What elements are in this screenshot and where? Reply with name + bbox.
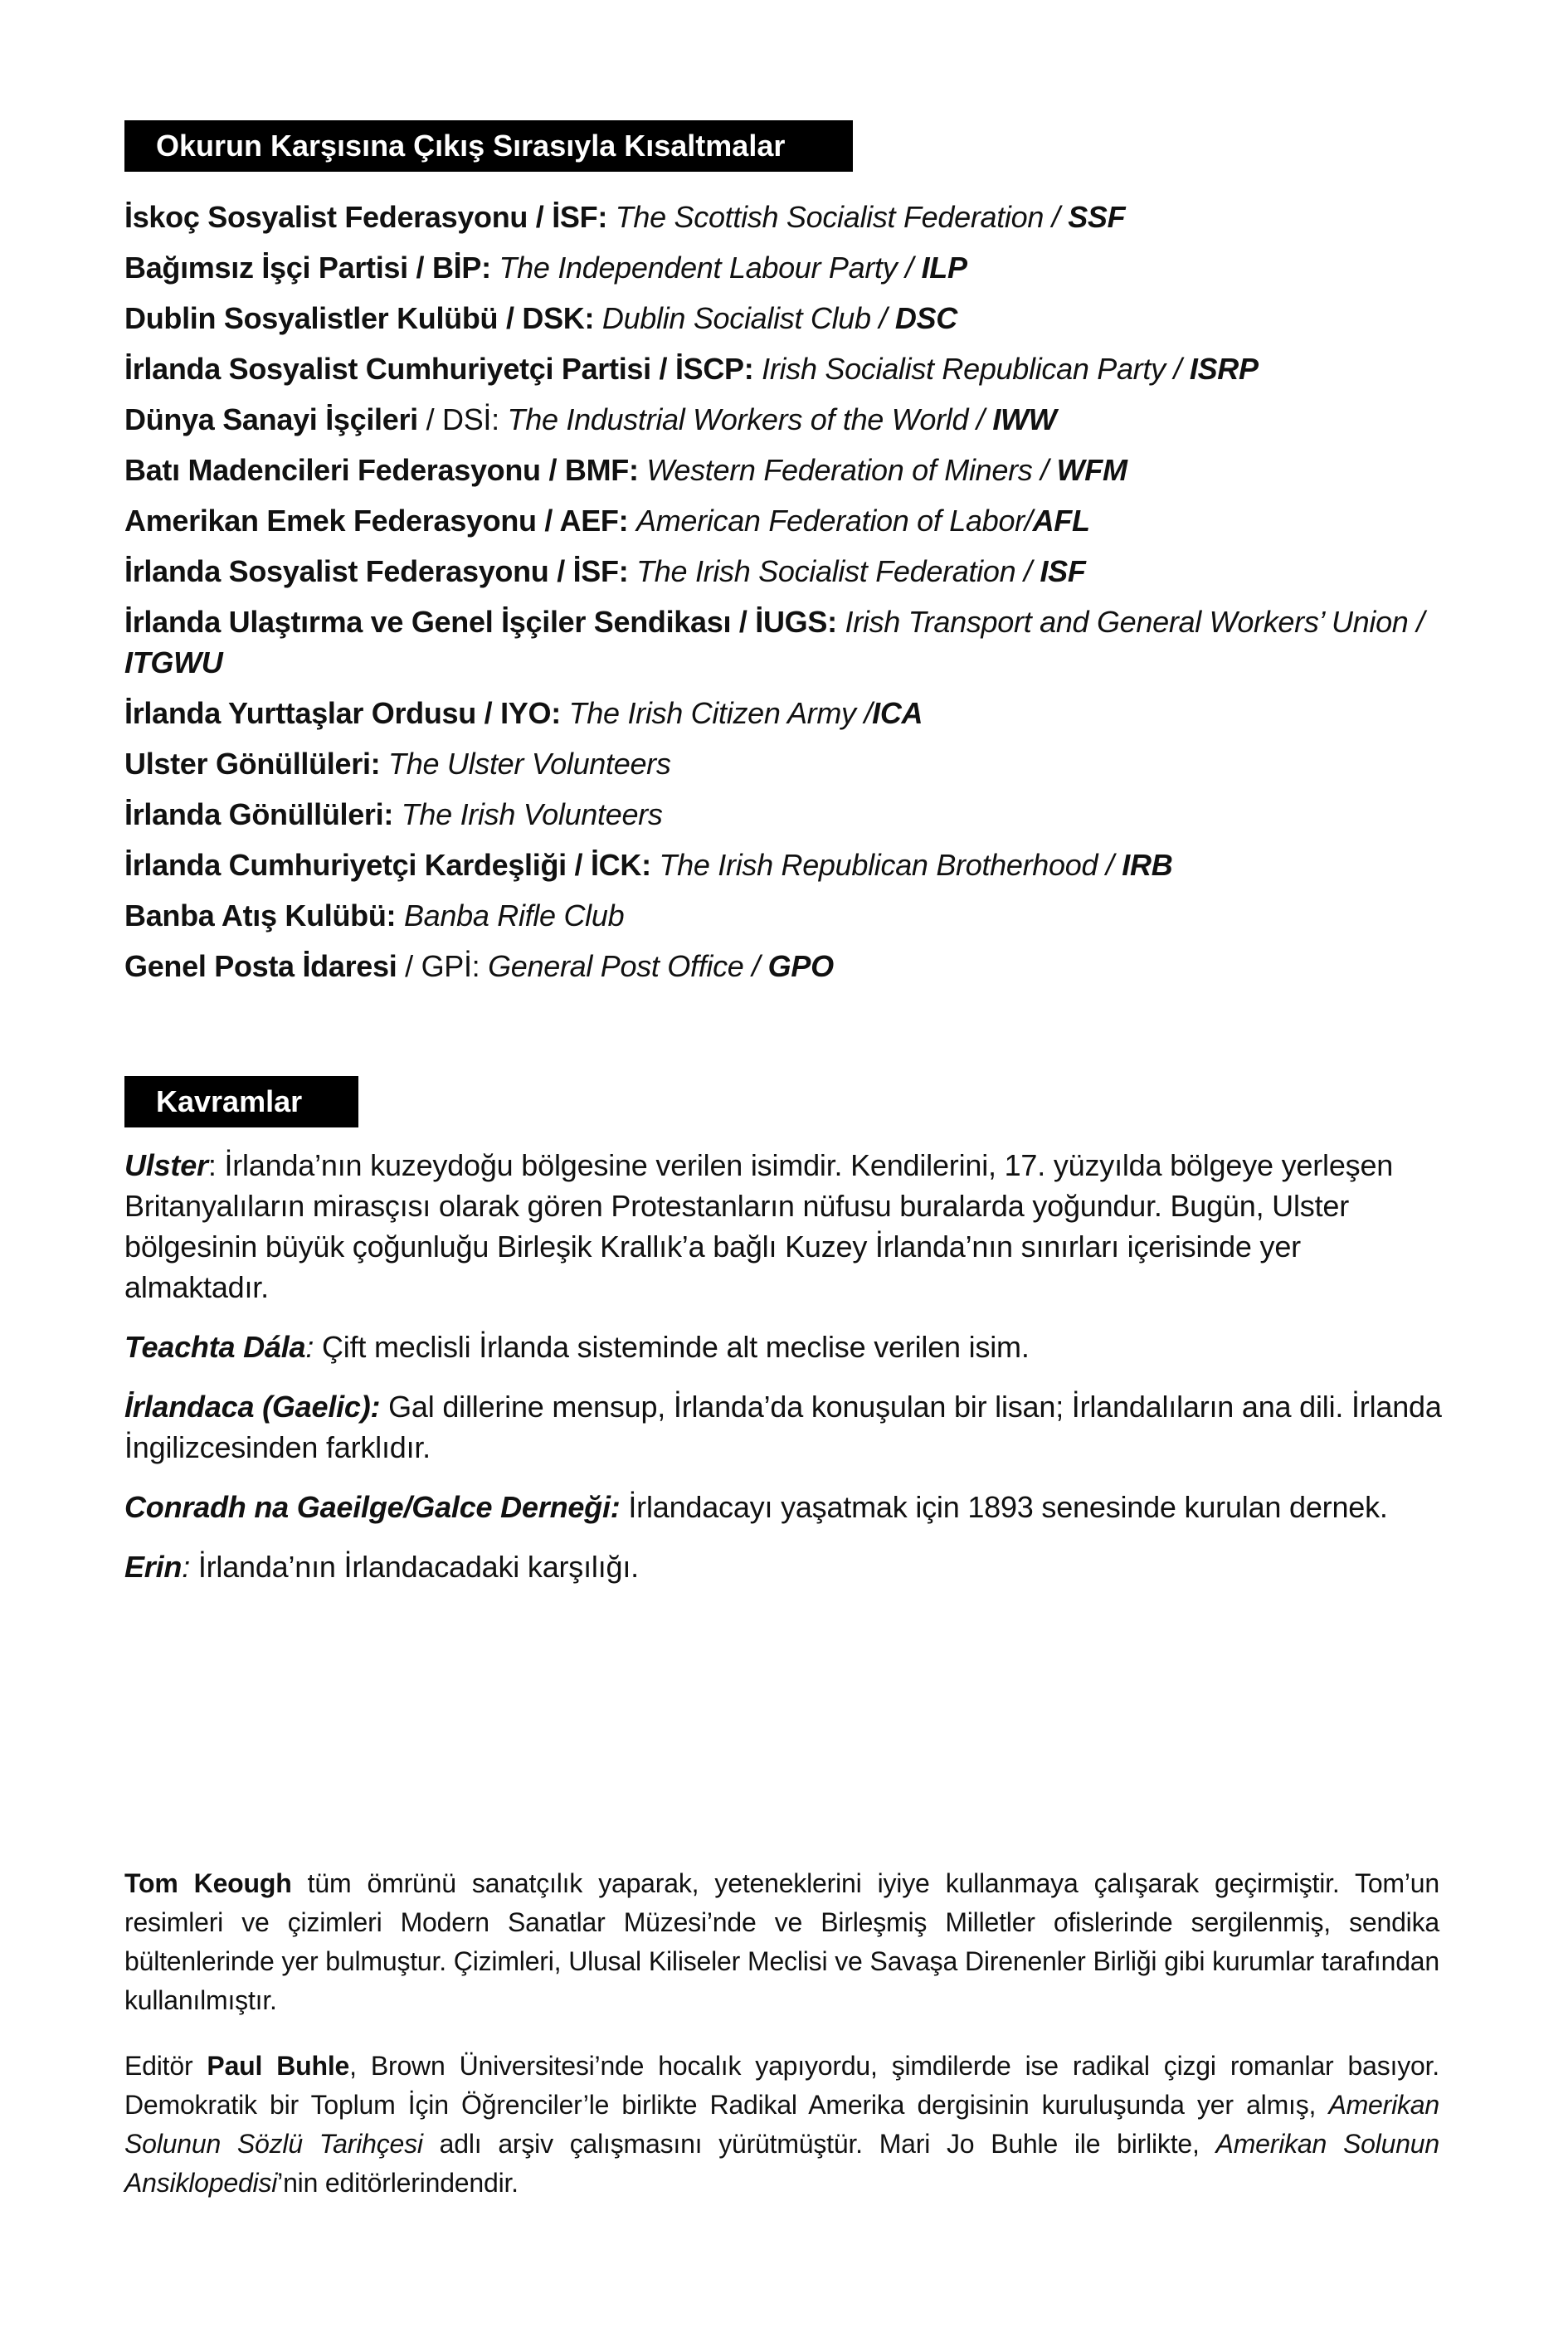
concept-colon: :	[305, 1330, 314, 1364]
abbreviation-turkish-code: İUGS:	[755, 605, 837, 639]
abbreviation-english-code: WFM	[1056, 453, 1127, 487]
concept-definition: İrlandacayı yaşatmak için 1893 senesinde kurulan dernek.	[620, 1490, 1388, 1524]
concept-definition: İrlanda’nın kuzeydoğu bölgesine verilen isimdir. Kendilerini, 17. yüzyılda bölgeye yerleşen Britanyalıların mirasçısı olarak gören Protestanların nüfusu buralarda yoğundur. Bugün, Ulster bölgesinin büyük çoğunluğu Birleşik Krallık’a bağlı Kuzey İrlanda’nın sınırları içerisinde yer almaktadır.	[124, 1148, 1394, 1304]
abbreviation-separator: /	[528, 200, 553, 234]
abbreviation-separator: /	[968, 402, 993, 436]
abbreviation-turkish-code: IYO:	[500, 696, 561, 730]
abbreviation-separator: /	[855, 696, 873, 730]
abbreviation-separator: /	[650, 352, 675, 386]
abbreviation-separator: /	[743, 949, 768, 983]
abbreviation-english-name: American Federation of Labor	[636, 504, 1025, 538]
abbreviation-separator: /	[897, 251, 922, 285]
abbreviation-separator: /	[1032, 453, 1057, 487]
abbreviation-item	[124, 601, 1452, 683]
abbreviation-item	[124, 197, 1452, 237]
concepts-heading-text: Kavramlar	[156, 1084, 303, 1118]
abbreviation-item	[124, 743, 1452, 784]
abbreviation-english-name: The Irish Republican Brotherhood	[659, 848, 1098, 882]
concept-entry	[124, 1145, 1452, 1307]
abbreviation-english-name: The Irish Volunteers	[401, 797, 663, 831]
abbreviation-separator	[607, 200, 616, 234]
abbreviation-separator: /	[1024, 504, 1033, 538]
abbreviation-item	[124, 450, 1452, 490]
abbreviation-turkish-name: Amerikan Emek Federasyonu	[124, 504, 537, 538]
abbreviation-english-name: Banba Rifle Club	[403, 898, 625, 933]
abbreviation-english-code: AFL	[1032, 504, 1090, 538]
abbreviation-separator: /	[566, 848, 591, 882]
bio-tom-keough	[124, 1864, 1439, 2020]
abbreviation-separator: /	[1015, 554, 1040, 588]
abbreviation-english-code: ICA	[872, 696, 923, 730]
bio-work-title: Amerikan Solunun Sözlü Tarihçesi	[124, 2090, 1439, 2159]
abbreviation-separator	[651, 848, 660, 882]
concepts-list	[124, 1145, 1452, 1606]
bio-text: ’nin editörlerindendir.	[277, 2168, 519, 2198]
concept-entry	[124, 1327, 1452, 1367]
abbreviation-english-code: IRB	[1122, 848, 1173, 882]
abbreviation-separator: /	[407, 251, 432, 285]
abbreviation-turkish-name: İrlanda Gönüllüleri:	[124, 797, 394, 831]
abbreviation-english-name: The Irish Socialist Federation	[636, 554, 1016, 588]
abbreviation-item	[124, 551, 1452, 592]
concept-entry	[124, 1546, 1452, 1587]
abbreviation-separator	[628, 504, 636, 538]
abbreviation-separator: /	[1408, 605, 1424, 639]
abbreviation-item	[124, 845, 1452, 885]
abbreviation-separator: /	[1165, 352, 1190, 386]
bio-name: Tom Keough	[124, 1868, 292, 1898]
abbreviation-turkish-name: İrlanda Sosyalist Cumhuriyetçi Partisi	[124, 352, 651, 386]
concept-definition: Çift meclisli İrlanda sisteminde alt meclise verilen isim.	[314, 1330, 1030, 1364]
abbreviations-heading	[124, 120, 853, 172]
abbreviation-separator: /	[417, 402, 442, 436]
abbreviation-turkish-code: İSF:	[572, 554, 629, 588]
abbreviation-english-code: GPO	[767, 949, 834, 983]
abbreviation-separator: /	[870, 301, 895, 335]
abbreviation-turkish-name: Dünya Sanayi İşçileri	[124, 402, 418, 436]
abbreviation-item	[124, 348, 1452, 389]
abbreviation-item	[124, 794, 1452, 835]
bio-prefix: Editör	[124, 2051, 207, 2081]
bio-paul-buhle	[124, 2047, 1439, 2203]
abbreviation-separator	[594, 301, 602, 335]
concept-term: İrlandaca (Gaelic):	[124, 1390, 381, 1424]
abbreviation-english-name: The Ulster Volunteers	[388, 747, 671, 781]
abbreviation-english-name: Dublin Socialist Club	[601, 301, 871, 335]
abbreviation-english-name: Western Federation of Miners	[646, 453, 1033, 487]
abbreviation-english-name: Irish Transport and General Workers’ Union	[845, 605, 1409, 639]
abbreviation-turkish-name: Batı Madencileri Federasyonu	[124, 453, 541, 487]
abbreviation-turkish-name: Dublin Sosyalistler Kulübü	[124, 301, 499, 335]
abbreviation-turkish-name: İskoç Sosyalist Federasyonu	[124, 200, 528, 234]
abbreviation-separator: /	[397, 949, 421, 983]
concepts-heading	[124, 1076, 358, 1127]
abbreviation-turkish-code: İSF:	[552, 200, 608, 234]
abbreviation-turkish-name: Ulster Gönüllüleri:	[124, 747, 381, 781]
concept-definition: İrlanda’nın İrlandacadaki karşılığı.	[190, 1550, 639, 1584]
abbreviation-separator	[499, 402, 508, 436]
abbreviation-item	[124, 399, 1452, 440]
abbreviation-item	[124, 693, 1452, 733]
concept-term: Teachta Dála	[124, 1330, 306, 1364]
abbreviation-turkish-code: AEF:	[559, 504, 629, 538]
abbreviation-separator	[480, 949, 488, 983]
abbreviation-turkish-code: GPİ:	[421, 949, 480, 983]
abbreviation-turkish-name: Banba Atış Kulübü:	[124, 898, 397, 933]
abbreviation-item	[124, 895, 1452, 936]
abbreviation-turkish-code: BİP:	[431, 251, 491, 285]
abbreviation-turkish-code: İCK:	[590, 848, 651, 882]
abbreviation-english-name: The Irish Citizen Army	[568, 696, 856, 730]
abbreviation-english-code: ILP	[921, 251, 967, 285]
concept-term: Conradh na Gaeilge/Galce Derneği:	[124, 1490, 621, 1524]
abbreviation-english-name: The Independent Labour Party	[499, 251, 898, 285]
abbreviations-heading-text: Okurun Karşısına Çıkış Sırasıyla Kısaltmalar	[156, 129, 786, 163]
bio-work-title: Amerikan Solunun Ansiklopedisi	[124, 2129, 1439, 2198]
abbreviation-separator	[393, 797, 402, 831]
abbreviation-turkish-code: BMF:	[564, 453, 639, 487]
concept-colon: :	[207, 1148, 217, 1182]
abbreviation-separator: /	[498, 301, 523, 335]
abbreviation-separator: /	[1044, 200, 1069, 234]
concept-term: Erin	[124, 1550, 183, 1584]
abbreviation-separator	[753, 352, 762, 386]
abbreviation-english-code: IWW	[992, 402, 1057, 436]
abbreviation-turkish-name: İrlanda Cumhuriyetçi Kardeşliği	[124, 848, 567, 882]
abbreviation-separator: /	[475, 696, 501, 730]
abbreviation-english-code: ISRP	[1189, 352, 1259, 386]
concept-entry	[124, 1386, 1452, 1468]
abbreviation-english-name: The Industrial Workers of the World	[507, 402, 969, 436]
abbreviation-english-name: General Post Office	[488, 949, 744, 983]
abbreviation-separator	[380, 747, 388, 781]
abbreviation-separator: /	[731, 605, 756, 639]
abbreviation-english-code: DSC	[894, 301, 957, 335]
bio-text: , Brown Üniversitesi’nde hocalık yapıyordu, şimdilerde ise radikal çizgi romanlar basıyor. Demokratik bir Toplum İçin Öğrenciler’le birlikte Radikal Amerika dergisinin kuruluşunda yer almış,	[124, 2051, 1439, 2120]
bio-text: tüm ömrünü sanatçılık yaparak, yeteneklerini iyiye kullanmaya çalışarak geçirmiştir. Tom’un resimleri ve çizimleri Modern Sanatlar Müzesi’nde ve Birleşmiş Milletler ofislerinde sergilenmiş, sendika bültenlerinde yer bulmuştur. Çizimleri, Ulusal Kiliseler Meclisi ve Savaşa Direnenler Birliği gibi kurumlar tarafından kullanılmıştır.	[124, 1868, 1439, 2015]
abbreviation-english-code: ITGWU	[124, 645, 223, 679]
abbreviation-turkish-name: Bağımsız İşçi Partisi	[124, 251, 408, 285]
abbreviation-item	[124, 298, 1452, 338]
abbreviation-english-name: Irish Socialist Republican Party	[762, 352, 1166, 386]
abbreviation-item	[124, 946, 1452, 986]
abbreviation-turkish-name: İrlanda Sosyalist Federasyonu	[124, 554, 549, 588]
abbreviations-list	[124, 197, 1452, 996]
concept-term: Ulster	[124, 1148, 208, 1182]
abbreviation-turkish-name: İrlanda Yurttaşlar Ordusu	[124, 696, 476, 730]
abbreviation-separator: /	[536, 504, 560, 538]
concept-entry	[124, 1487, 1452, 1527]
abbreviation-separator	[561, 696, 569, 730]
abbreviation-english-code: ISF	[1040, 554, 1086, 588]
abbreviation-turkish-name: Genel Posta İdaresi	[124, 949, 397, 983]
bio-text: adlı arşiv çalışmasını yürütmüştür. Mari Jo Buhle ile birlikte,	[422, 2129, 1216, 2159]
abbreviation-turkish-code: DSK:	[522, 301, 595, 335]
abbreviation-turkish-code: İSCP:	[674, 352, 754, 386]
abbreviation-separator: /	[1098, 848, 1122, 882]
abbreviation-separator	[639, 453, 647, 487]
bio-name: Paul Buhle	[207, 2051, 350, 2081]
abbreviation-item	[124, 500, 1452, 541]
abbreviation-separator	[837, 605, 845, 639]
concept-definition: Gal dillerine mensup, İrlanda’da konuşulan bir lisan; İrlandalıların ana dili. İrlanda İngilizcesinden farklıdır.	[124, 1390, 1442, 1464]
concept-colon: :	[182, 1550, 191, 1584]
abbreviation-english-code: SSF	[1068, 200, 1126, 234]
abbreviation-separator	[396, 898, 404, 933]
biographies	[124, 1864, 1439, 2229]
abbreviation-english-name: The Scottish Socialist Federation	[615, 200, 1045, 234]
abbreviation-turkish-name: İrlanda Ulaştırma ve Genel İşçiler Sendikası	[124, 605, 732, 639]
abbreviation-item	[124, 247, 1452, 288]
abbreviation-turkish-code: DSİ:	[442, 402, 499, 436]
abbreviation-separator: /	[548, 554, 573, 588]
abbreviation-separator: /	[540, 453, 565, 487]
abbreviation-separator	[628, 554, 636, 588]
